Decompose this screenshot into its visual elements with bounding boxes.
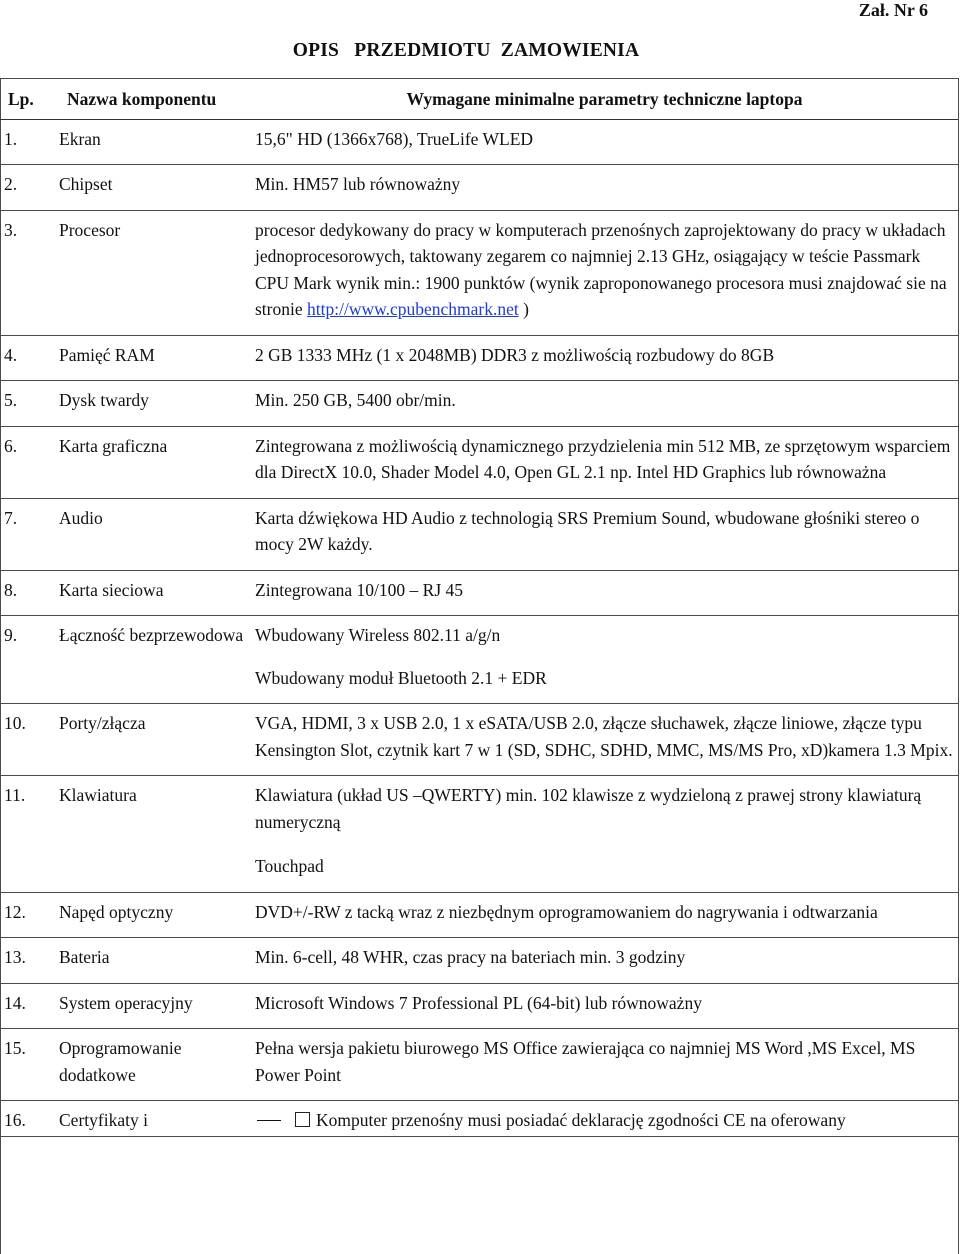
row-number: 15. <box>4 1038 26 1058</box>
certificate-text: Komputer przenośny musi posiadać deklarację zgodności CE na oferowany <box>316 1110 846 1130</box>
table-row <box>0 119 958 165</box>
param-line: Wbudowany moduł Bluetooth 2.1 + EDR <box>255 667 547 688</box>
row-number: 12. <box>4 901 26 922</box>
row-params: 2 GB 1333 MHz (1 x 2048MB) DDR3 z możliwością rozbudowy do 8GB <box>255 344 775 365</box>
checkbox-square-icon <box>295 1112 310 1127</box>
table-row <box>0 983 958 1029</box>
row-number: 13. <box>4 947 26 967</box>
table-row <box>0 776 958 893</box>
row-params: VGA, HDMI, 3 x USB 2.0, 1 x eSATA/USB 2.0, złącze słuchawek, złącze liniowe, złącze typu Kensington Slot, czytnik kart 7 w 1 (SD, SDHC, SDHD, MMC, MS/MS Pro, xD)kamera 1.3 Mpix. <box>255 713 953 760</box>
row-component: Audio <box>59 507 103 528</box>
param-line: Wbudowany Wireless 802.11 a/g/n <box>255 625 501 645</box>
row-number: 5. <box>4 390 18 410</box>
table-row <box>0 1029 958 1101</box>
table-row <box>0 1101 958 1137</box>
row-number: 4. <box>4 344 18 365</box>
param-line: Klawiatura (układ US –QWERTY) min. 102 klawisze z wydzieloną z prawej strony klawiaturą numeryczną <box>255 785 922 832</box>
row-component: Łączność bezprzewodowa <box>59 625 244 645</box>
row-number: 1. <box>4 128 18 149</box>
row-component: Porty/złącza <box>59 713 146 733</box>
row-number: 10. <box>4 713 26 733</box>
row-component: Procesor <box>59 219 121 240</box>
row-component: Ekran <box>59 128 101 149</box>
table-right-border <box>958 78 959 1254</box>
row-number: 9. <box>4 625 18 645</box>
row-params: Min. 250 GB, 5400 obr/min. <box>255 390 456 410</box>
header-component: Nazwa komponentu <box>67 89 217 109</box>
table-row <box>0 210 958 335</box>
table-row <box>0 704 958 776</box>
annex-label: Zał. Nr 6 <box>858 0 928 20</box>
table-row <box>0 335 958 381</box>
document-title: OPIS PRZEDMIOTU ZAMOWIENIA <box>292 40 640 61</box>
row-component: System operacyjny <box>59 992 193 1013</box>
row-params <box>251 776 958 893</box>
row-params: 15,6" HD (1366x768), TrueLife WLED <box>255 128 534 149</box>
row-params: Microsoft Windows 7 Professional PL (64-bit) lub równoważny <box>255 992 702 1013</box>
table-row <box>0 426 958 498</box>
row-params <box>251 1101 958 1137</box>
row-component: Dysk twardy <box>59 390 149 410</box>
row-number: 2. <box>4 174 18 194</box>
table-row <box>0 938 958 984</box>
row-params: Karta dźwiękowa HD Audio z technologią SRS Premium Sound, wbudowane głośniki stereo o mocy 2W każdy. <box>255 507 920 554</box>
row-number: 3. <box>4 219 18 240</box>
row-params <box>251 616 958 704</box>
row-params: DVD+/-RW z tacką wraz z niezbędnym oprogramowaniem do nagrywania i odtwarzania <box>255 901 878 922</box>
table-row <box>0 498 958 570</box>
row-component: Karta sieciowa <box>59 579 164 600</box>
row-number: 14. <box>4 992 26 1013</box>
row-component: Bateria <box>59 947 110 967</box>
row-component: Napęd optyczny <box>59 901 174 922</box>
processor-text: procesor dedykowany do pracy w komputerach przenośnych zaprojektowany do pracy w układach jednoprocesorowych, taktowany zegarem co najmniej 2.13 GHz, osiągający w teście Passmark CPU Mark wynik min.: 1900 punktów (wynik zaproponowanego procesora musi znajdować sie na stronie <box>255 219 947 319</box>
row-params: Pełna wersja pakietu biurowego MS Office zawierająca co najmniej MS Word ,MS Excel, MS Power Point <box>255 1038 916 1085</box>
row-params: Zintegrowana z możliwością dynamicznego przydzielenia min 512 MB, ze sprzętowym wsparciem dla DirectX 10.0, Shader Model 4.0, Open GL 2.1 np. Intel HD Graphics lub równoważna <box>255 435 951 482</box>
row-number: 6. <box>4 435 18 456</box>
row-number: 7. <box>4 507 18 528</box>
table-header-row <box>0 79 958 120</box>
row-component: Klawiatura <box>59 785 137 805</box>
row-component: Oprogramowanie dodatkowe <box>59 1038 182 1085</box>
dash-marker <box>257 1120 281 1121</box>
row-component: Certyfikaty i <box>59 1110 148 1130</box>
processor-text-end: ) <box>518 299 529 319</box>
row-params: Min. 6-cell, 48 WHR, czas pracy na bateriach min. 3 godziny <box>255 947 686 967</box>
specification-table <box>0 78 958 1137</box>
table-row <box>0 381 958 427</box>
table-row <box>0 570 958 616</box>
row-params: Min. HM57 lub równoważny <box>255 174 461 194</box>
row-params: Zintegrowana 10/100 – RJ 45 <box>255 579 464 600</box>
table-row <box>0 616 958 704</box>
row-params <box>251 210 958 335</box>
header-lp: Lp. <box>8 89 34 109</box>
row-number: 11. <box>4 785 26 805</box>
row-number: 16. <box>4 1110 26 1130</box>
row-component: Pamięć RAM <box>59 344 155 365</box>
cpubenchmark-link[interactable]: http://www.cpubenchmark.net <box>307 299 519 319</box>
row-number: 8. <box>4 579 18 600</box>
table-row <box>0 892 958 938</box>
param-line: Touchpad <box>255 856 324 876</box>
row-component: Chipset <box>59 174 113 194</box>
row-component: Karta graficzna <box>59 435 168 456</box>
header-params: Wymagane minimalne parametry techniczne laptopa <box>406 89 803 109</box>
table-row <box>0 165 958 211</box>
